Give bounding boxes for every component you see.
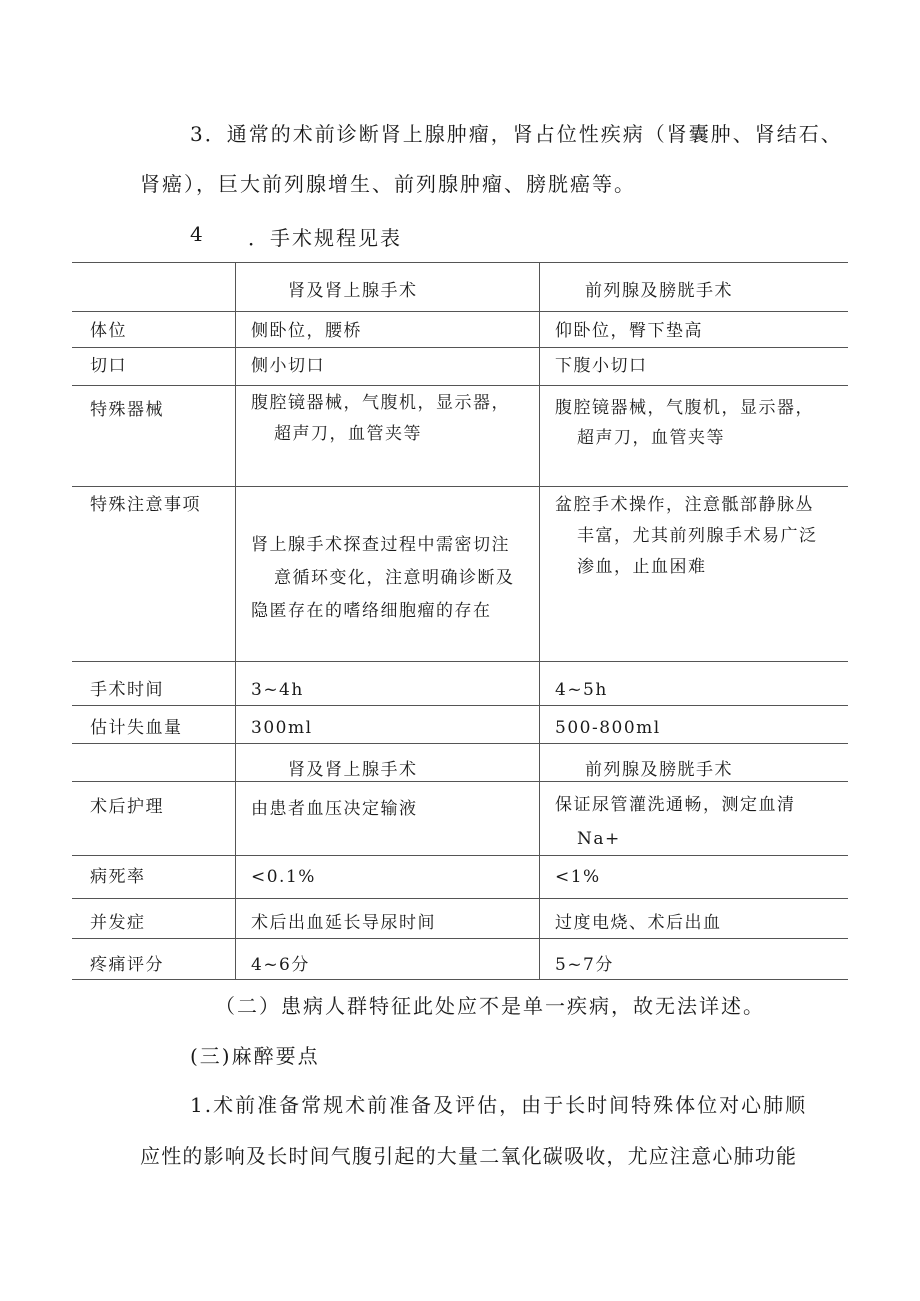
row-label-duration: 手术时间	[90, 680, 164, 700]
table-rule	[72, 262, 848, 263]
cell-kidney-duration: 3~4h	[251, 680, 304, 700]
para4-text: ．手术规程见表	[248, 226, 402, 250]
cell-prostate-precautions-line2: 丰富，尤其前列腺手术易广泛	[577, 526, 818, 546]
row-label-pain-score: 疼痛评分	[90, 955, 164, 975]
table-rule	[72, 347, 848, 348]
cell-kidney-postop-care: 由患者血压决定输液	[251, 799, 418, 819]
cell-kidney-incision: 侧小切口	[251, 356, 325, 376]
header2-kidney: 肾及肾上腺手术	[288, 760, 418, 780]
cell-kidney-precautions-line3: 隐匿存在的嗜络细胞瘤的存在	[251, 601, 492, 621]
table-rule	[72, 311, 848, 312]
table-rule	[72, 486, 848, 487]
row-label-blood-loss: 估计失血量	[90, 718, 183, 738]
cell-kidney-instruments-line2: 超声刀，血管夹等	[274, 424, 422, 444]
row-label-complications: 并发症	[90, 913, 146, 933]
row-label-postop-care: 术后护理	[90, 797, 164, 817]
cell-kidney-mortality: <0.1%	[251, 867, 316, 887]
cell-kidney-precautions-line2: 意循环变化，注意明确诊断及	[274, 568, 515, 588]
table-rule	[72, 661, 848, 662]
table-rule	[72, 898, 848, 899]
para3-line2: 肾癌），巨大前列腺增生、前列腺肿瘤、膀胱癌等。	[140, 172, 636, 196]
para3-line1: 3．通常的术前诊断肾上腺肿瘤，肾占位性疾病（肾囊肿、肾结石、	[190, 122, 843, 146]
table-column-divider	[539, 262, 540, 979]
table-column-divider	[235, 262, 236, 979]
cell-prostate-postop-care-line2: Na+	[577, 829, 621, 849]
row-label-precautions: 特殊注意事项	[90, 495, 201, 515]
section-three-para1-line1: 1.术前准备常规术前准备及评估，由于长时间特殊体位对心肺顺	[190, 1093, 808, 1117]
table-rule	[72, 705, 848, 706]
row-label-mortality: 病死率	[90, 867, 146, 887]
header2-prostate: 前列腺及膀胱手术	[585, 760, 733, 780]
cell-kidney-complications: 术后出血延长导尿时间	[251, 913, 436, 933]
cell-prostate-incision: 下腹小切口	[555, 356, 648, 376]
section-three-heading: (三)麻醉要点	[190, 1044, 320, 1068]
header-kidney: 肾及肾上腺手术	[288, 281, 418, 301]
cell-prostate-mortality: <1%	[555, 867, 601, 887]
cell-kidney-instruments-line1: 腹腔镜器械，气腹机，显示器，	[251, 393, 510, 413]
row-label-incision: 切口	[90, 356, 127, 376]
header-prostate: 前列腺及膀胱手术	[585, 281, 733, 301]
cell-kidney-position: 侧卧位，腰桥	[251, 321, 362, 341]
row-label-instruments: 特殊器械	[90, 400, 164, 420]
cell-kidney-blood-loss: 300ml	[251, 718, 313, 738]
section-three-para1-line2: 应性的影响及长时间气腹引起的大量二氧化碳吸收，尤应注意心肺功能	[140, 1144, 798, 1168]
table-rule	[72, 938, 848, 939]
table-rule	[72, 855, 848, 856]
cell-kidney-precautions-line1: 肾上腺手术探查过程中需密切注	[251, 535, 510, 555]
cell-prostate-instruments-line2: 超声刀，血管夹等	[577, 428, 725, 448]
cell-prostate-precautions-line3: 渗血，止血困难	[577, 557, 707, 577]
cell-kidney-pain-score: 4~6分	[251, 955, 310, 975]
section-two-paragraph: （二）患病人群特征此处应不是单一疾病，故无法详述。	[215, 994, 765, 1018]
cell-prostate-position: 仰卧位，臀下垫高	[555, 321, 703, 341]
cell-prostate-complications: 过度电烧、术后出血	[555, 913, 722, 933]
table-rule	[72, 979, 848, 980]
table-rule	[72, 385, 848, 386]
para4-number: 4	[190, 222, 205, 246]
cell-prostate-blood-loss: 500-800ml	[555, 718, 661, 738]
cell-prostate-precautions-line1: 盆腔手术操作，注意骶部静脉丛	[555, 495, 814, 515]
cell-prostate-duration: 4~5h	[555, 680, 608, 700]
cell-prostate-postop-care-line1: 保证尿管灌洗通畅，测定血清	[555, 795, 796, 815]
table-rule	[72, 743, 848, 744]
row-label-position: 体位	[90, 321, 127, 341]
cell-prostate-instruments-line1: 腹腔镜器械，气腹机，显示器，	[555, 398, 814, 418]
cell-prostate-pain-score: 5~7分	[555, 955, 614, 975]
